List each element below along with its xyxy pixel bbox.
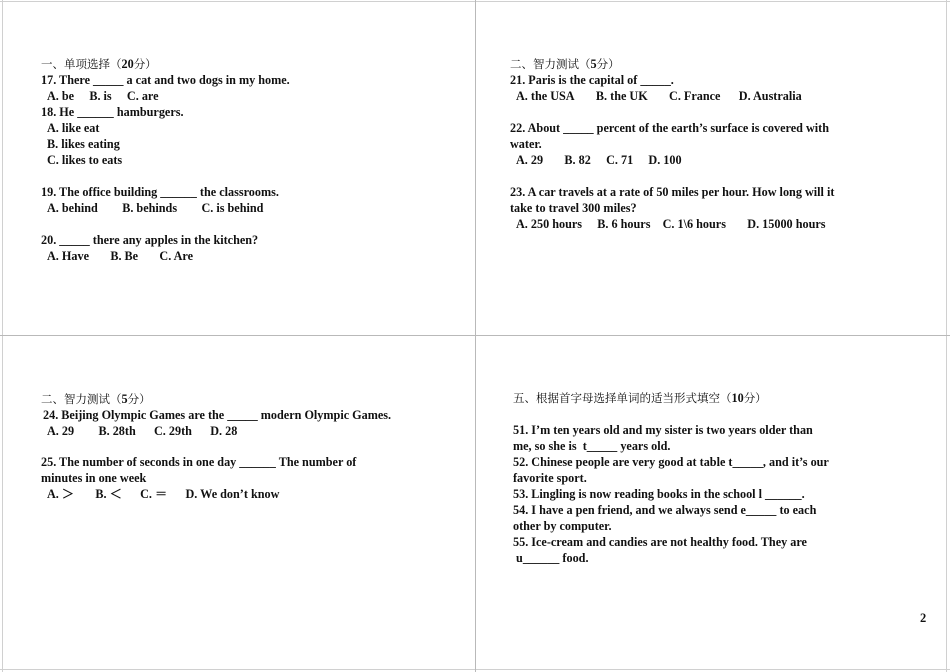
section-heading: 二、智力测试（5分） bbox=[41, 392, 151, 406]
option-a[interactable]: A. Have bbox=[47, 249, 89, 263]
question-20-options bbox=[41, 248, 461, 264]
option-c[interactable]: C. 71 bbox=[606, 153, 634, 167]
option-a[interactable]: A. ＞ bbox=[47, 487, 75, 501]
question-55-line2: u______ food. bbox=[513, 551, 589, 565]
panel-iq-test-top bbox=[510, 56, 930, 232]
question-55-line1: 55. Ice-cream and candies are not healthy food. They are bbox=[513, 535, 807, 549]
section-heading: 二、智力测试（5分） bbox=[510, 57, 620, 71]
question-23-options bbox=[510, 216, 930, 232]
question-18-option-c[interactable]: C. likes to eats bbox=[47, 153, 123, 167]
section-heading: 一、单项选择（20分） bbox=[41, 57, 157, 71]
question-53: 53. Lingling is now reading books in the school l ______. bbox=[513, 487, 805, 501]
option-a[interactable]: A. the USA bbox=[516, 89, 575, 103]
horizontal-divider bbox=[0, 335, 950, 336]
question-51-line1: 51. I’m ten years old and my sister is two years older than bbox=[513, 423, 813, 437]
question-52-line1: 52. Chinese people are very good at table t_____, and it’s our bbox=[513, 455, 829, 469]
option-d[interactable]: D. We don’t know bbox=[185, 487, 280, 501]
option-d[interactable]: D. 100 bbox=[648, 153, 682, 167]
question-19-options bbox=[41, 200, 461, 216]
question-22-options bbox=[510, 152, 930, 168]
option-b[interactable]: B. behinds bbox=[122, 201, 178, 215]
option-a[interactable]: A. 29 bbox=[516, 153, 544, 167]
question-52-line2: favorite sport. bbox=[513, 471, 587, 485]
option-c[interactable]: C. is behind bbox=[201, 201, 264, 215]
question-18: 18. He ______ hamburgers. bbox=[41, 105, 184, 119]
option-a[interactable]: A. 29 bbox=[47, 424, 75, 438]
option-d[interactable]: D. 28 bbox=[210, 424, 238, 438]
section-heading: 五、根据首字母选择单词的适当形式填空（10分） bbox=[513, 391, 767, 405]
question-21-options bbox=[510, 88, 930, 104]
option-d[interactable]: D. 15000 hours bbox=[747, 217, 826, 231]
question-20: 20. _____ there any apples in the kitchen? bbox=[41, 233, 259, 247]
option-b[interactable]: B. is bbox=[89, 89, 112, 103]
question-19: 19. The office building ______ the classrooms. bbox=[41, 185, 279, 199]
question-22-line1: 22. About _____ percent of the earth’s surface is covered with bbox=[510, 121, 829, 135]
option-c[interactable]: C. Are bbox=[159, 249, 194, 263]
question-22-line2: water. bbox=[510, 137, 542, 151]
question-25-line2: minutes in one week bbox=[41, 471, 147, 485]
option-a[interactable]: A. be bbox=[47, 89, 75, 103]
panel-single-choice bbox=[41, 56, 461, 264]
page-left-edge bbox=[2, 0, 3, 672]
question-54-line2: other by computer. bbox=[513, 519, 612, 533]
option-b[interactable]: B. 82 bbox=[564, 153, 591, 167]
question-17-options bbox=[41, 88, 461, 104]
question-24: 24. Beijing Olympic Games are the _____ modern Olympic Games. bbox=[43, 408, 392, 422]
option-b[interactable]: B. ＜ bbox=[95, 487, 122, 501]
option-b[interactable]: B. 6 hours bbox=[597, 217, 651, 231]
question-25-options bbox=[41, 486, 461, 502]
option-a[interactable]: A. behind bbox=[47, 201, 98, 215]
question-54-line1: 54. I have a pen friend, and we always send e_____ to each bbox=[513, 503, 817, 517]
panel-fill-in-blanks bbox=[513, 390, 933, 566]
page-number: 2 bbox=[920, 611, 927, 625]
option-b[interactable]: B. 28th bbox=[98, 424, 136, 438]
question-17: 17. There _____ a cat and two dogs in my home. bbox=[41, 73, 290, 87]
vertical-divider bbox=[475, 0, 476, 672]
question-23-line1: 23. A car travels at a rate of 50 miles per hour. How long will it bbox=[510, 185, 835, 199]
option-c[interactable]: C. ＝ bbox=[140, 487, 168, 501]
option-a[interactable]: A. 250 hours bbox=[516, 217, 583, 231]
option-d[interactable]: D. Australia bbox=[738, 89, 802, 103]
option-c[interactable]: C. 1\6 hours bbox=[662, 217, 726, 231]
question-24-options bbox=[41, 423, 461, 439]
question-51-line2: me, so she is t_____ years old. bbox=[513, 439, 671, 453]
page-right-edge bbox=[946, 0, 947, 672]
question-21: 21. Paris is the capital of _____. bbox=[510, 73, 674, 87]
option-c[interactable]: C. France bbox=[669, 89, 721, 103]
panel-iq-test-bottom bbox=[41, 391, 461, 502]
question-18-option-b[interactable]: B. likes eating bbox=[47, 137, 120, 151]
option-c[interactable]: C. are bbox=[126, 89, 159, 103]
option-b[interactable]: B. Be bbox=[110, 249, 139, 263]
option-c[interactable]: C. 29th bbox=[154, 424, 192, 438]
option-b[interactable]: B. the UK bbox=[595, 89, 648, 103]
question-23-line2: take to travel 300 miles? bbox=[510, 201, 637, 215]
question-18-option-a[interactable]: A. like eat bbox=[47, 121, 100, 135]
question-25-line1: 25. The number of seconds in one day ______ The number of bbox=[41, 455, 357, 469]
